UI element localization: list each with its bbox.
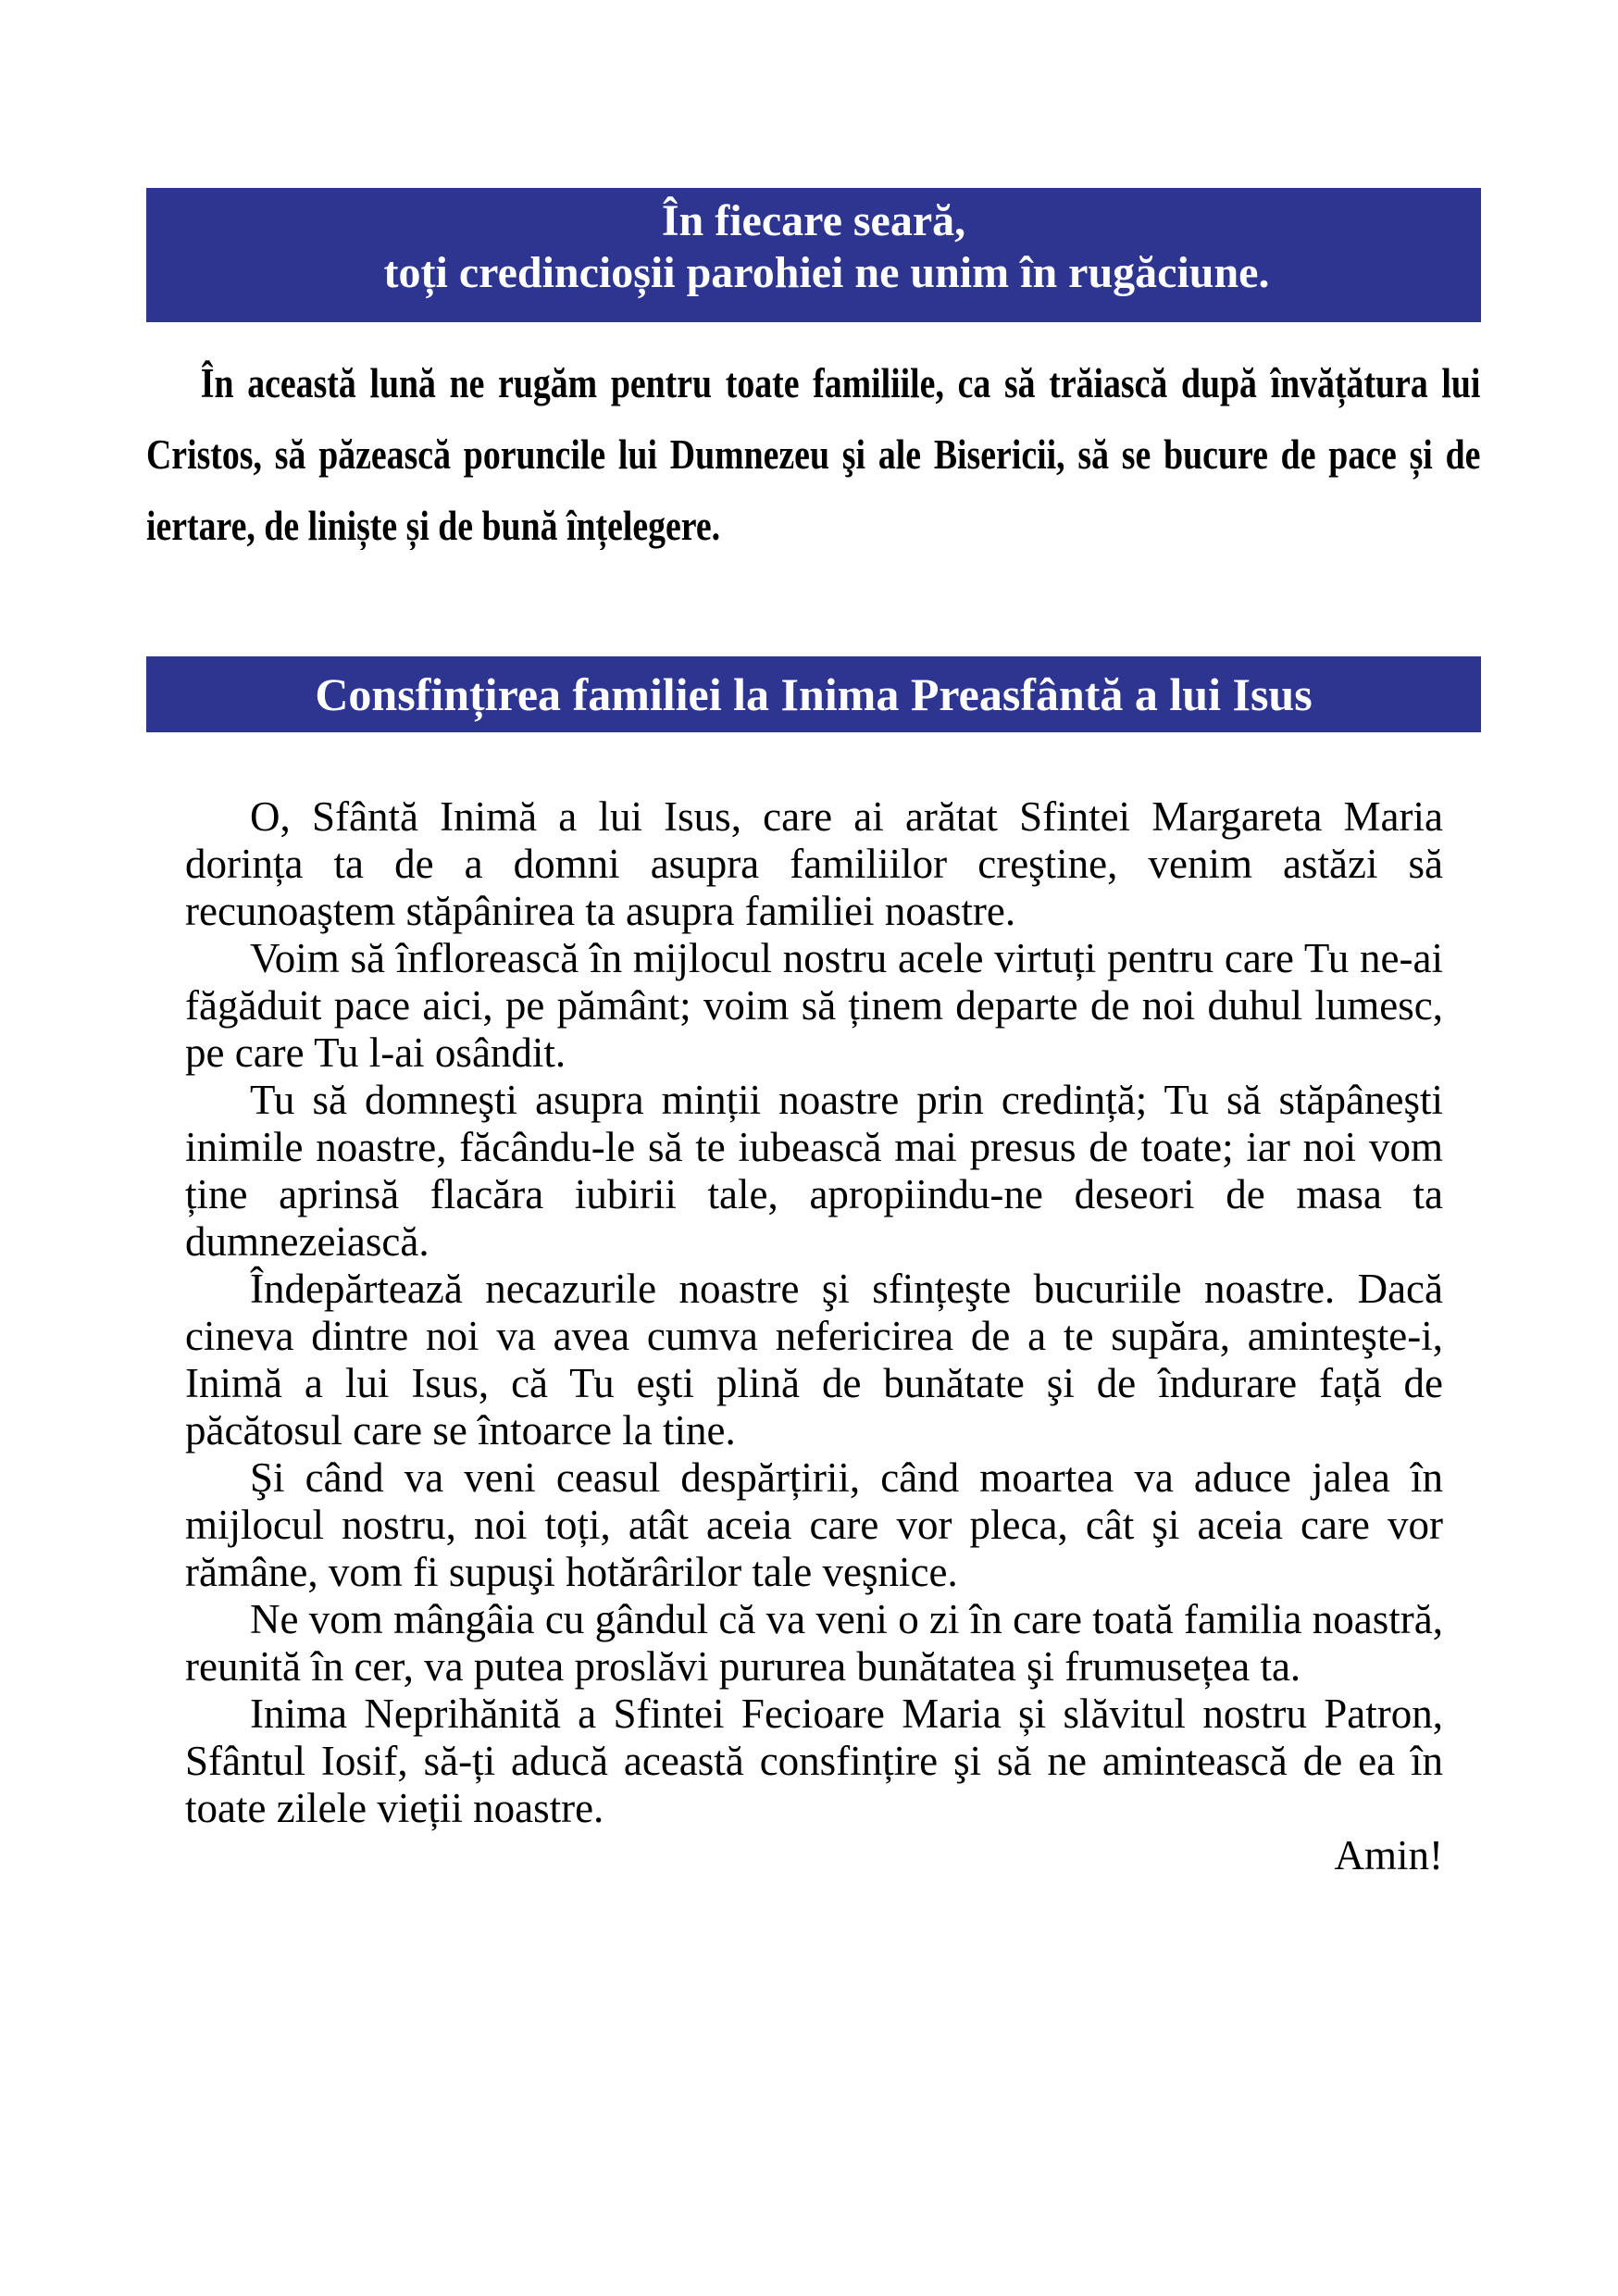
prayer-paragraph: Şi când va veni ceasul despărțirii, când moartea va aduce jalea în mijlocul nostru, noi toți, atât aceia care vor pleca, cât şi aceia care vor rămâne, vom fi supuşi hotărârilor tale veşnice. xyxy=(185,1454,1443,1595)
prayer-paragraph: O, Sfântă Inimă a lui Isus, care ai arătat Sfintei Margareta Maria dorința ta de a domni asupra familiilor creştine, venim astăzi să recunoaştem stăpânirea ta asupra familiei noastre. xyxy=(185,793,1443,934)
prayer-paragraph: Tu să domneşti asupra minții noastre prin credință; Tu să stăpâneşti inimile noastre, făcându-le să te iubească mai presus de toate; iar noi vom ține aprinsă flacăra iubirii tale, apropiindu-ne deseori de masa ta dumnezeiască. xyxy=(185,1077,1443,1265)
prayer-paragraph: Ne vom mângâia cu gândul că va veni o zi în care toată familia noastră, reunită în cer, va putea proslăvi pururea bunătatea şi frumusețea ta. xyxy=(185,1596,1443,1690)
section-title-banner xyxy=(146,656,1481,732)
prayer-paragraph: Îndepărtează necazurile noastre şi sfințeşte bucuriile noastre. Dacă cineva dintre noi va avea cumva nefericirea de a te supăra, aminteşte-i, Inimă a lui Isus, că Tu eşti plină de bunătate şi de îndurare față de păcătosul care se întoarce la tine. xyxy=(185,1266,1443,1454)
intro-paragraph: În această lună ne rugăm pentru toate familiile, ca să trăiască după învățătura lui Cristos, să păzească poruncile lui Dumnezeu şi ale Bisericii, să se bucure de pace și de iertare, de liniște și de bună înțelegere. xyxy=(146,360,1481,549)
header-banner-line-1: În fiecare seară, xyxy=(661,196,966,245)
prayer-closing: Amin! xyxy=(1334,1832,1443,1878)
header-banner-line-2: toți credincioșii parohiei ne unim în rugăciune. xyxy=(383,248,1270,297)
section-title: Consfințirea familiei la Inima Preasfântă a lui Isus xyxy=(315,668,1313,720)
prayer-paragraph: Inima Neprihănită a Sfintei Fecioare Maria și slăvitul nostru Patron, Sfântul Iosif, să-ți aducă această consfințire şi să ne amintească de ea în toate zilele vieții noastre. xyxy=(185,1691,1443,1831)
prayer-paragraph: Voim să înflorească în mijlocul nostru acele virtuți pentru care Tu ne-ai făgăduit pace aici, pe pământ; voim să ținem departe de noi duhul lumesc, pe care Tu l-ai osândit. xyxy=(185,935,1443,1076)
header-banner xyxy=(146,188,1481,322)
prayer-text xyxy=(185,793,1443,1879)
